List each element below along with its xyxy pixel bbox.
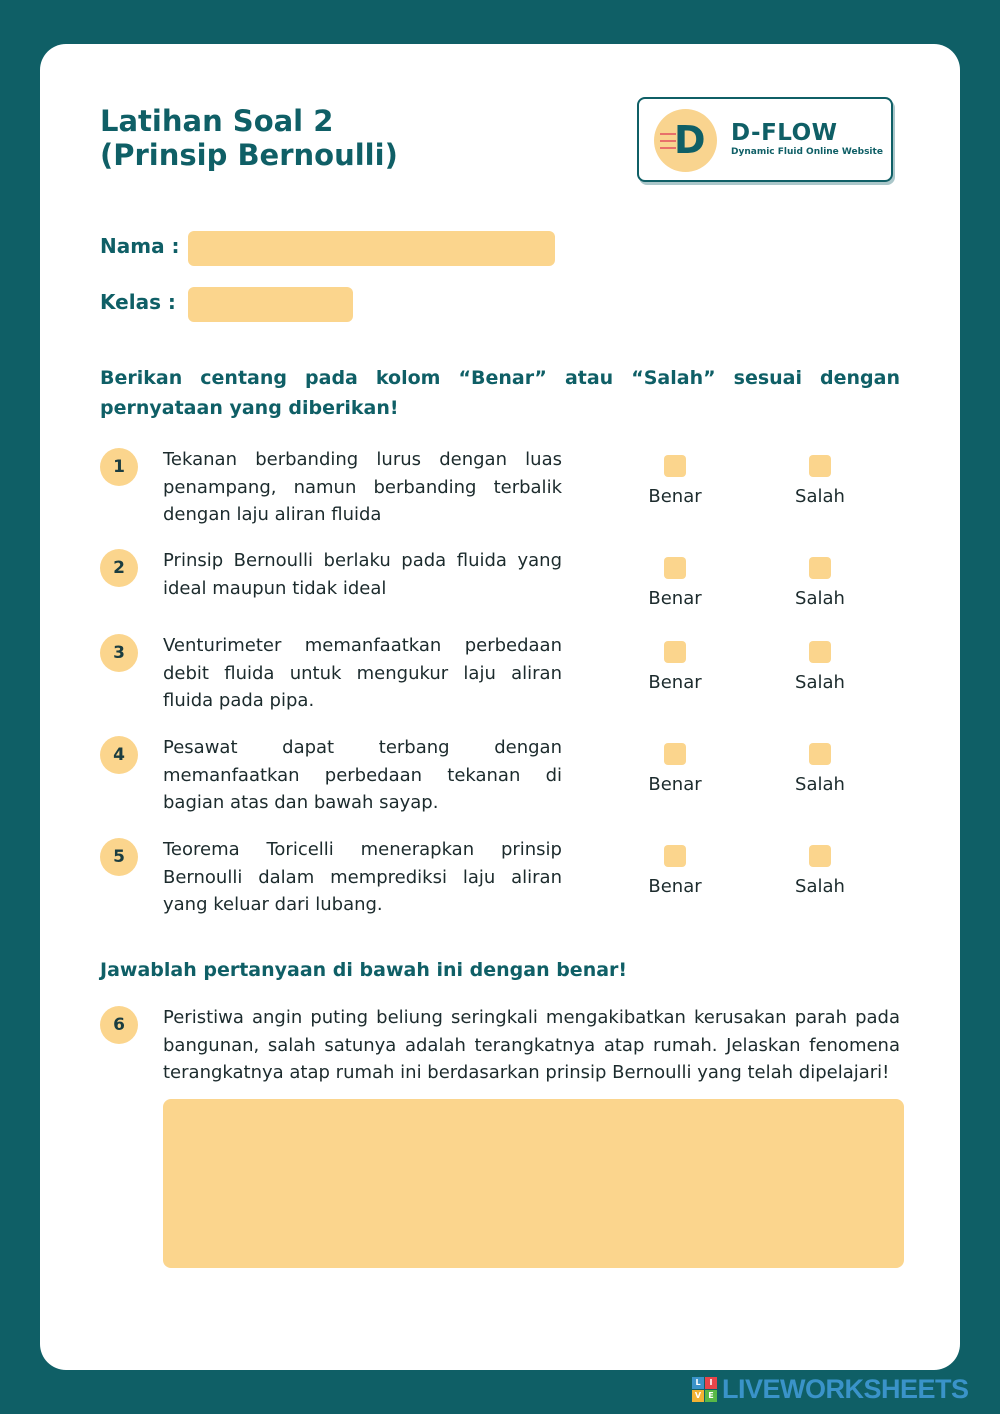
- benar-label: Benar: [648, 588, 702, 609]
- liveworksheets-logo-icon: [692, 1377, 718, 1403]
- benar-checkbox[interactable]: [664, 557, 686, 579]
- benar-checkbox[interactable]: [664, 743, 686, 765]
- logo-letter: L: [692, 1377, 704, 1389]
- benar-checkbox[interactable]: [664, 845, 686, 867]
- benar-label: Benar: [648, 774, 702, 795]
- answer-textarea[interactable]: [163, 1099, 904, 1268]
- dflow-logo: [637, 97, 893, 182]
- question-text: Teorema Toricelli menerapkan prinsip Bernoulli dalam memprediksi laju aliran yang keluar dari lubang.: [163, 839, 562, 915]
- liveworksheets-brand: LIVEWORKSHEETS: [722, 1374, 969, 1404]
- question-number: 5: [100, 838, 138, 876]
- benar-checkbox[interactable]: [664, 641, 686, 663]
- question-text: Tekanan berbanding lurus dengan luas penampang, namun berbanding terbalik dengan laju aliran fluida: [163, 449, 562, 525]
- logo-letter: E: [705, 1390, 717, 1402]
- question-text: Pesawat dapat terbang dengan memanfaatkan perbedaan tekanan di bagian atas dan bawah sayap.: [163, 737, 562, 813]
- benar-label: Benar: [648, 486, 702, 507]
- logo-letter: V: [692, 1390, 704, 1402]
- page-title: [100, 104, 398, 172]
- logo-letter: D: [674, 118, 706, 162]
- salah-label: Salah: [795, 672, 845, 693]
- salah-checkbox[interactable]: [809, 845, 831, 867]
- nama-label: Nama :: [100, 234, 180, 258]
- question-number: 4: [100, 736, 138, 774]
- question-text: Peristiwa angin puting beliung seringkali mengakibatkan kerusakan parah pada bangunan, salah satunya adalah terangkatnya atap rumah. Jelaskan fenomena terangkatnya atap rumah ini berdasarkan prinsip Bernoulli yang telah dipelajari!: [163, 1007, 900, 1083]
- section2-instruction: Jawablah pertanyaan di bawah ini dengan benar!: [100, 959, 628, 981]
- benar-label: Benar: [648, 672, 702, 693]
- logo-name: D-FLOW: [731, 120, 838, 146]
- kelas-input[interactable]: [188, 287, 353, 322]
- logo-circle: [654, 109, 717, 172]
- salah-label: Salah: [795, 774, 845, 795]
- benar-checkbox[interactable]: [664, 455, 686, 477]
- question-number: 1: [100, 448, 138, 486]
- question-number: 3: [100, 634, 138, 672]
- question-number: 2: [100, 549, 138, 587]
- logo-tagline: Dynamic Fluid Online Website: [731, 147, 883, 157]
- title-line-2: (Prinsip Bernoulli): [100, 138, 398, 172]
- question-text: Prinsip Bernoulli berlaku pada fluida yang ideal maupun tidak ideal: [163, 550, 562, 599]
- benar-label: Benar: [648, 876, 702, 897]
- salah-checkbox[interactable]: [809, 743, 831, 765]
- logo-letter: I: [705, 1377, 717, 1389]
- salah-label: Salah: [795, 486, 845, 507]
- nama-input[interactable]: [188, 231, 555, 266]
- salah-checkbox[interactable]: [809, 557, 831, 579]
- salah-label: Salah: [795, 876, 845, 897]
- title-line-1: Latihan Soal 2: [100, 104, 334, 138]
- kelas-label: Kelas :: [100, 290, 176, 314]
- salah-checkbox[interactable]: [809, 455, 831, 477]
- question-number: 6: [100, 1006, 138, 1044]
- salah-checkbox[interactable]: [809, 641, 831, 663]
- section1-instruction: Berikan centang pada kolom “Benar” atau “Salah” sesuai dengan pernyataan yang diberikan!: [100, 367, 900, 419]
- salah-label: Salah: [795, 588, 845, 609]
- question-text: Venturimeter memanfaatkan perbedaan debit fluida untuk mengukur laju aliran fluida pada pipa.: [163, 635, 562, 711]
